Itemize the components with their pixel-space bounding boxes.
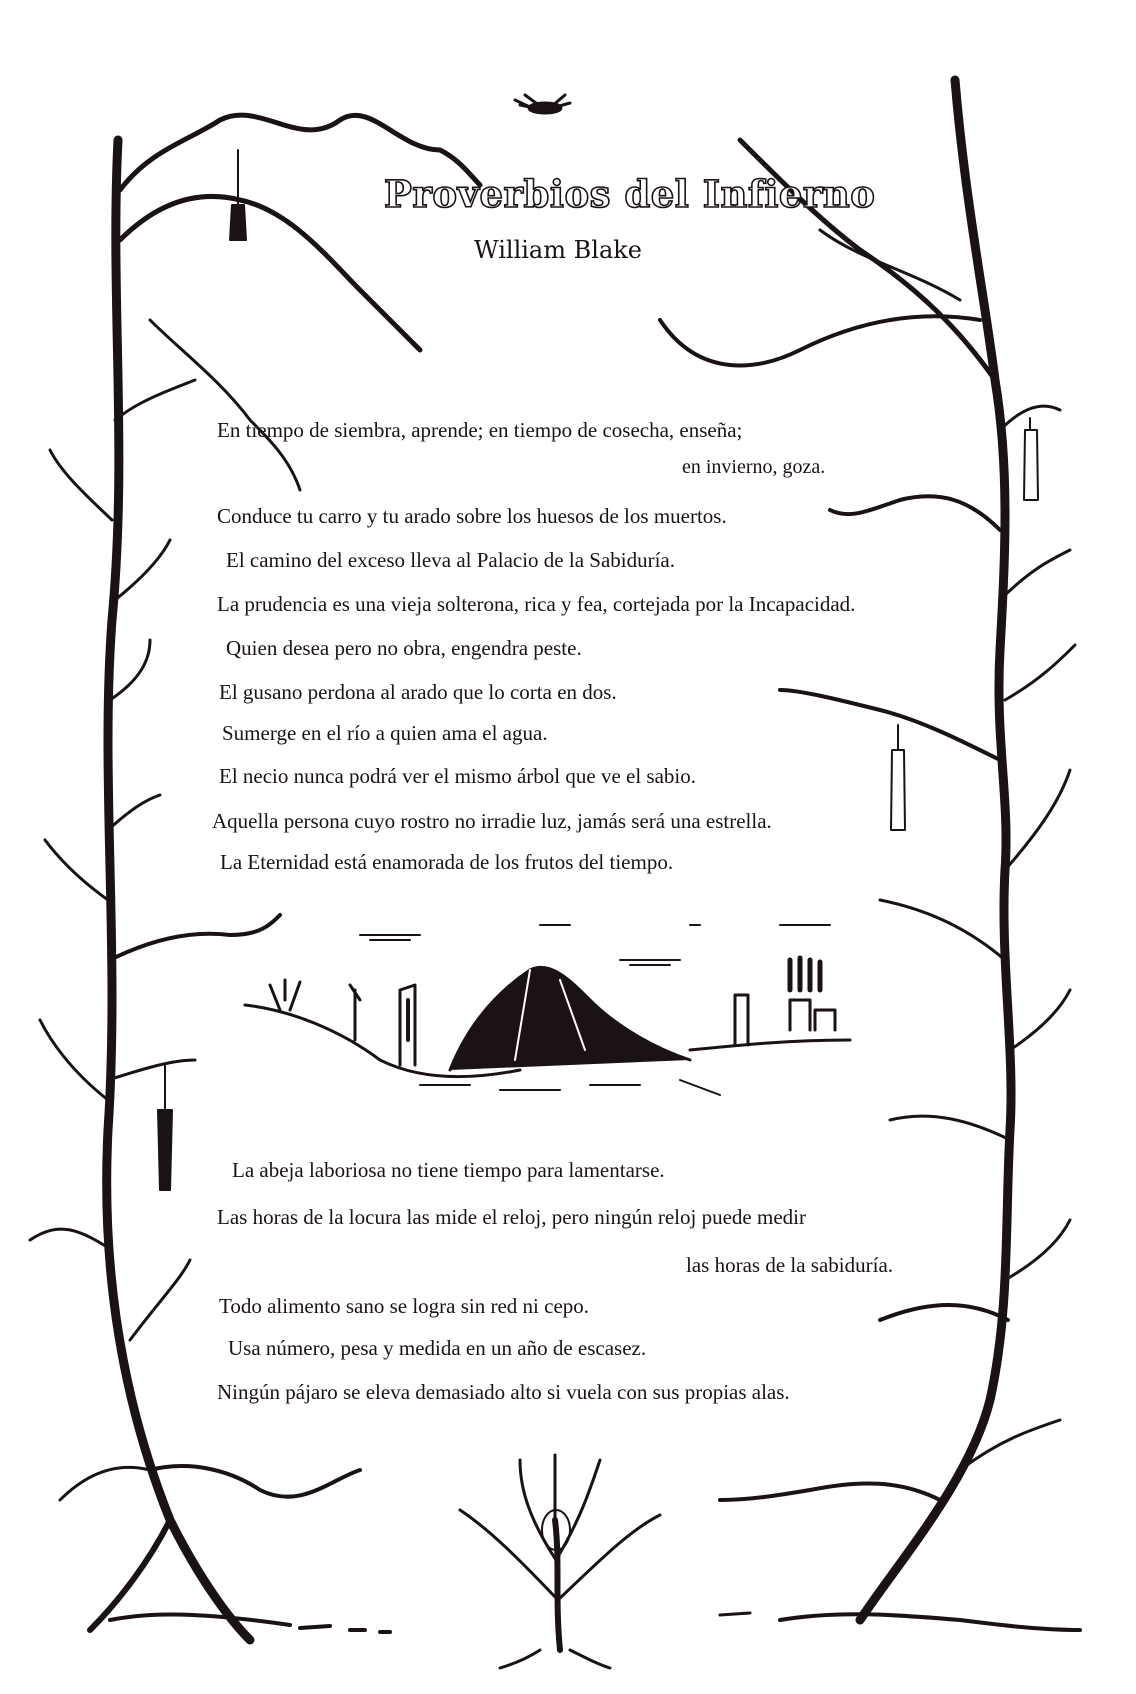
proverb-line: La abeja laboriosa no tiene tiempo para lamentarse.	[232, 1158, 665, 1182]
proverb-line: El necio nunca podrá ver el mismo árbol que ve el sabio.	[219, 764, 697, 788]
proverb-line: Sumerge en el río a quien ama el agua.	[222, 721, 548, 745]
proverb-continuation: en invierno, goza.	[682, 456, 826, 478]
page-title: Proverbios del Infierno	[384, 172, 876, 216]
author-name: William Blake	[473, 236, 642, 264]
thorny-bush-icon	[460, 1455, 660, 1668]
landscape-vignette	[245, 925, 850, 1095]
proverb-line: Usa número, pesa y medida en un año de escasez.	[228, 1336, 647, 1360]
proverb-line: El gusano perdona al arado que lo corta en dos.	[219, 680, 617, 704]
proverb-line: La prudencia es una vieja solterona, rica y fea, cortejada por la Incapacidad.	[217, 592, 856, 616]
proverb-line: En tiempo de siembra, aprende; en tiempo de cosecha, enseña;	[217, 418, 743, 442]
proverb-continuation: las horas de la sabiduría.	[686, 1253, 894, 1277]
proverb-line: Quien desea pero no obra, engendra peste.	[226, 636, 582, 660]
proverb-line: Todo alimento sano se logra sin red ni cepo.	[219, 1294, 590, 1318]
proverb-line: La Eternidad está enamorada de los frutos del tiempo.	[220, 850, 674, 874]
proverb-line: Las horas de la locura las mide el reloj, pero ningún reloj puede medir	[217, 1205, 806, 1229]
left-tree-icon	[30, 115, 480, 1640]
proverb-line: Aquella persona cuyo rostro no irradie luz, jamás será una estrella.	[212, 809, 772, 833]
proverb-line: Conduce tu carro y tu arado sobre los huesos de los muertos.	[217, 504, 727, 528]
bat-ornament-icon	[515, 95, 570, 113]
proverb-line: Ningún pájaro se eleva demasiado alto si vuela con sus propias alas.	[217, 1380, 790, 1404]
proverb-line: El camino del exceso lleva al Palacio de la Sabiduría.	[226, 548, 675, 572]
